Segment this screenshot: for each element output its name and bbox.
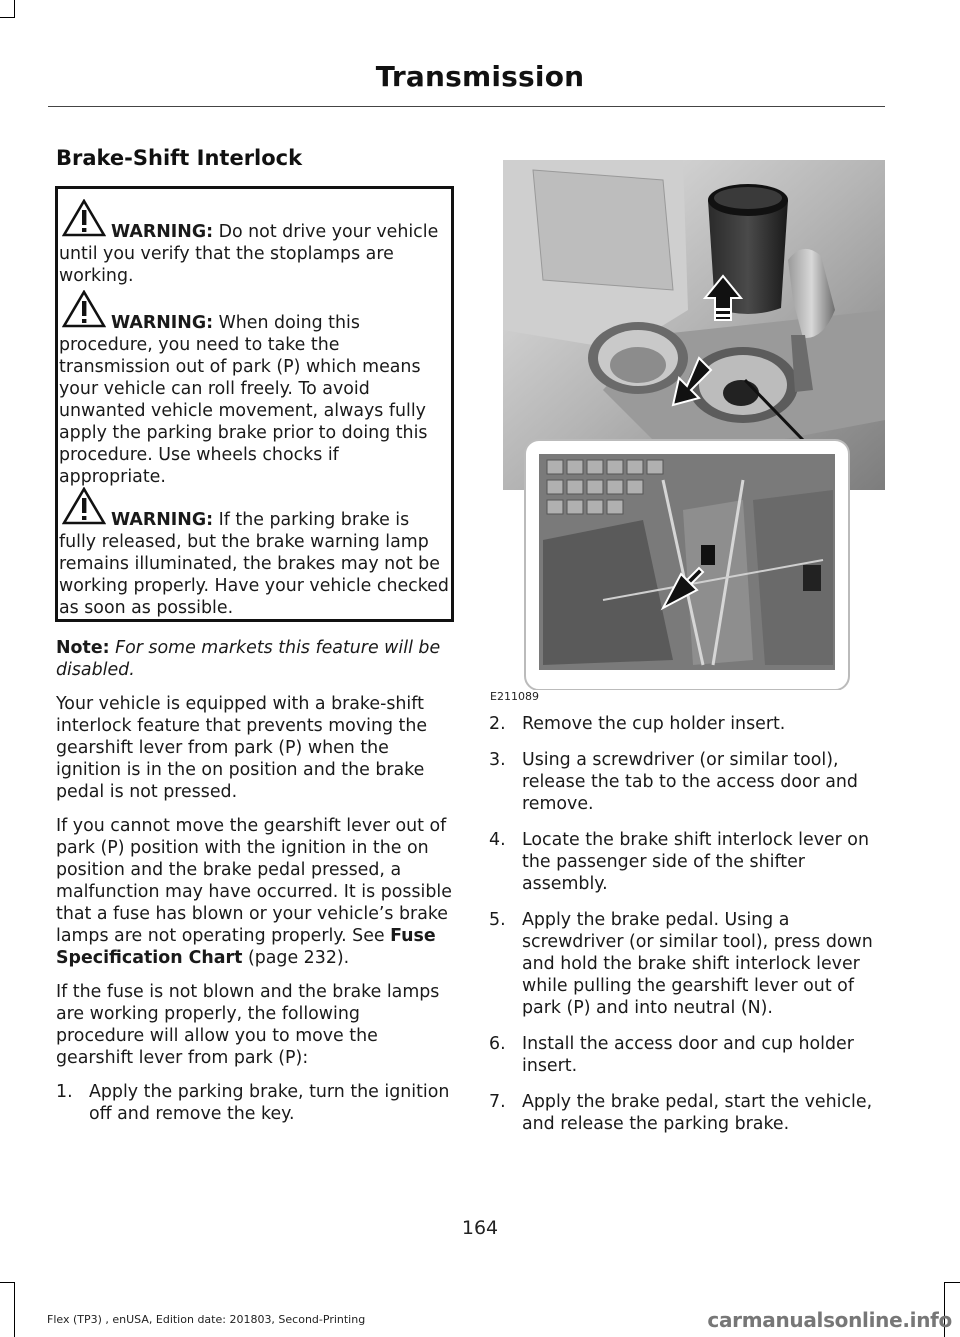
warning-label: WARNING: [111, 222, 214, 242]
list-item: 6. Install the access door and cup holder insert. [489, 1034, 854, 1076]
warning-label: WARNING: [111, 510, 214, 530]
note: Note: For some markets this feature will be disabled. [56, 638, 441, 680]
warning-1 [58, 221, 451, 287]
steps-list-right [489, 713, 885, 1135]
list-item: 3. Using a screwdriver (or similar tool), release the tab to the access door and remove. [489, 750, 858, 814]
steps-list-left [56, 1081, 452, 1125]
crop-mark [0, 1282, 14, 1283]
warning-3 [58, 509, 451, 619]
fuse-chart-link[interactable]: Fuse Specification Chart [56, 926, 436, 968]
paragraph-intro: Your vehicle is equipped with a brake-shift interlock feature that prevents moving the gearshift lever from park (P) when the ignition is in the on position and the brake pedal is not pressed. [56, 694, 428, 802]
crop-mark [14, 0, 15, 18]
edition-footer: Flex (TP3) , enUSA, Edition date: 201803, Second-Printing [47, 1313, 366, 1326]
right-column [489, 713, 885, 1149]
warning-triangle-icon [62, 487, 106, 525]
warning-triangle-icon [62, 290, 106, 328]
page-header-title: Transmission [375, 60, 585, 93]
list-item: 4. Locate the brake shift interlock lever on the passenger side of the shifter assembly. [489, 830, 869, 894]
crop-mark [14, 1282, 15, 1337]
note-text: For some markets this feature will be disabled. [56, 638, 441, 680]
warning-text: When doing this procedure, you need to take the transmission out of park (P) which means your vehicle can roll freely. To avoid unwanted vehicle movement, always fully apply the parking brake prior to doing this procedure. Use wheels chocks if appropriate. [59, 313, 428, 487]
watermark: carmanualsonline.info [707, 1308, 952, 1332]
warning-text: If the parking brake is fully released, but the brake warning lamp remains illuminated, the brakes may not be working properly. Have your vehicle checked as soon as possible. [59, 510, 449, 618]
paragraph-malfunction: If you cannot move the gearshift lever out of park (P) position with the ignition in the on position and the brake pedal pressed, a malfunction may have occurred. It is possible that a fuse has blown or your vehicle’s brake lamps are not operating properly. See Fuse Specification Chart (page 232). [56, 816, 452, 968]
paragraph-procedure: If the fuse is not blown and the brake lamps are working properly, the following procedure will allow you to move the gearshift lever from park (P): [56, 982, 440, 1068]
list-item: 2. Remove the cup holder insert. [489, 714, 786, 734]
cup-holder-shifter-illustration [503, 160, 885, 690]
header-divider [48, 106, 885, 107]
list-item: 1. Apply the parking brake, turn the ignition off and remove the key. [56, 1082, 450, 1124]
list-item: 7. Apply the brake pedal, start the vehicle, and release the parking brake. [489, 1092, 873, 1134]
figure-label: E211089 [490, 690, 539, 703]
warning-triangle-icon [62, 199, 106, 237]
left-column [56, 637, 452, 1139]
page-number: 164 [461, 1217, 499, 1239]
warning-2 [58, 312, 451, 488]
list-item: 5. Apply the brake pedal. Using a screwdriver (or similar tool), press down and hold the brake shift interlock lever while pulling the gearshift lever out of park (P) and into neutral (N). [489, 910, 873, 1018]
warning-text: Do not drive your vehicle until you verify that the stoplamps are working. [59, 222, 439, 286]
crop-mark [0, 17, 14, 18]
section-title: Brake-Shift Interlock [56, 146, 303, 170]
warning-label: WARNING: [111, 313, 214, 333]
warning-box [55, 186, 454, 622]
crop-mark [945, 1282, 960, 1283]
